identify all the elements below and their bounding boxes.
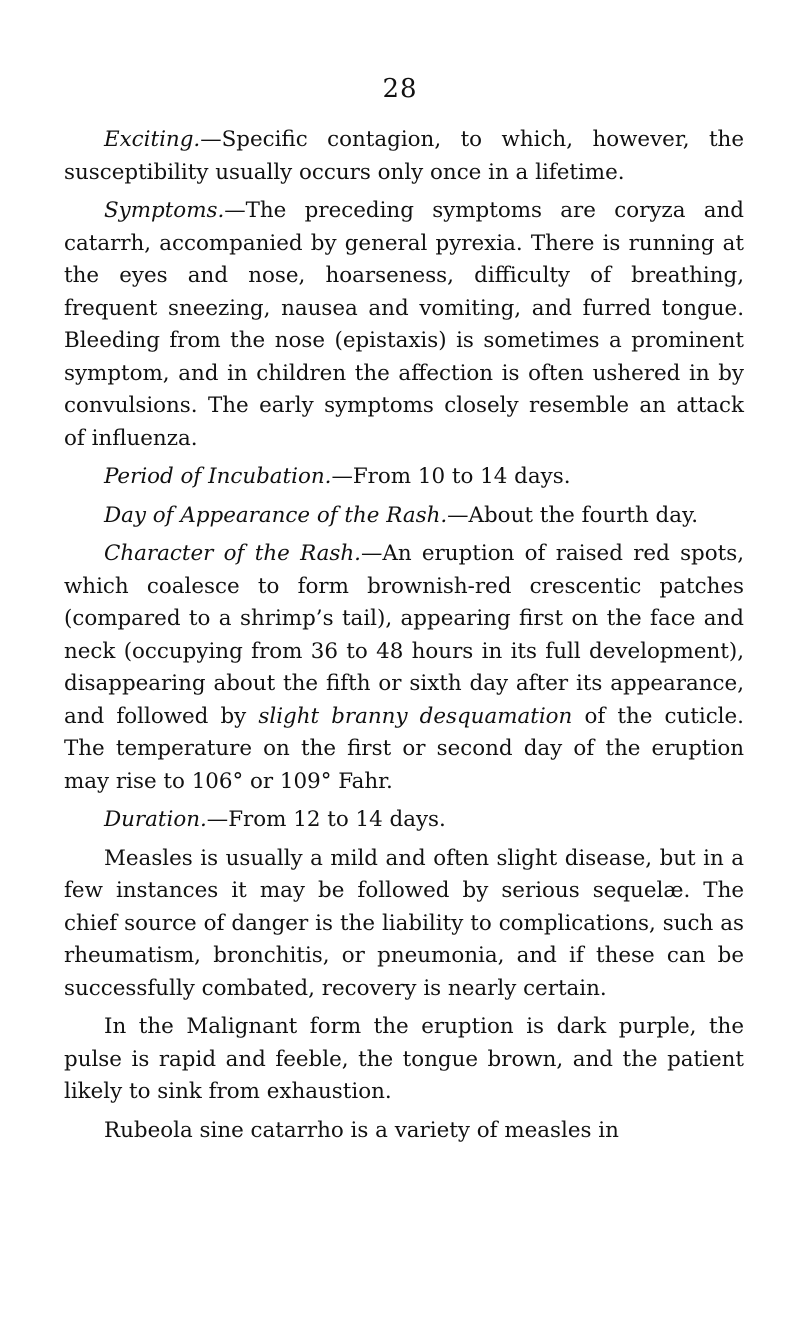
paragraph-symptoms [64, 195, 744, 455]
text-rubeola: Rubeola sine catarrho is a variety of measles in [104, 1117, 619, 1143]
paragraph-exciting [64, 124, 744, 189]
text-character-emphasis: slight branny desquamation [258, 703, 573, 729]
text-malignant: In the Malignant form the eruption is dark purple, the pulse is rapid and feeble, the tongue brown, and the patient likely to sink from exhaustion. [64, 1014, 744, 1104]
page-number: 28 [382, 74, 418, 104]
paragraph-rubeola [64, 1115, 744, 1148]
paragraph-character [64, 538, 744, 798]
heading-incubation: Period of Incubation. [104, 464, 332, 489]
text-measles: Measles is usually a mild and often slight disease, but in a few instances it may be followed by serious sequelæ. The chief source of danger is the liability to complications, such as rheumatism, bronchitis, or pneumonia, and if these can be successfully combated, recovery is nearly certain. [64, 845, 744, 1001]
heading-symptoms: Symptoms. [104, 198, 225, 223]
text-appearance: —About the fourth day. [447, 502, 699, 528]
text-exciting: —Specific contagion, to which, however, the susceptibility usually occurs only once in a lifetime. [64, 127, 744, 185]
heading-exciting: Exciting. [104, 127, 201, 152]
paragraph-measles [64, 843, 744, 1006]
paragraph-incubation [64, 461, 744, 494]
heading-duration: Duration. [104, 807, 207, 832]
text-duration: —From 12 to 14 days. [206, 807, 446, 832]
body-text [64, 124, 744, 1147]
text-incubation: —From 10 to 14 days. [331, 464, 571, 489]
paragraph-malignant [64, 1011, 744, 1109]
paragraph-appearance [64, 500, 744, 533]
paragraph-duration [64, 804, 744, 837]
text-character-2: of the cuticle. The temperature on the first or second day of the eruption may rise to 106° or 109° Fahr. [64, 703, 744, 794]
heading-appearance: Day of Appearance of the Rash. [104, 502, 448, 528]
heading-character: Character of the Rash. [104, 541, 361, 566]
text-symptoms: —The preceding symptoms are coryza and catarrh, accompanied by general pyrexia. There is running at the eyes and nose, hoarseness, difficulty of breathing, frequent sneezing, nausea and vomiting, and furred tongue. Bleeding from the nose (epistaxis) is sometimes a prominent symptom, and in children the affection is often ushered in by convulsions. The early symptoms closely resemble an attack of influenza. [64, 198, 744, 451]
text-character-1: —An eruption of raised red spots, which coalesce to form brownish-red crescentic patches (compared to a shrimp’s tail), appearing first on the face and neck (occupying from 36 to 48 hours in its full development), disappearing about the fifth or sixth day after its appearance, and followed by [64, 541, 745, 729]
